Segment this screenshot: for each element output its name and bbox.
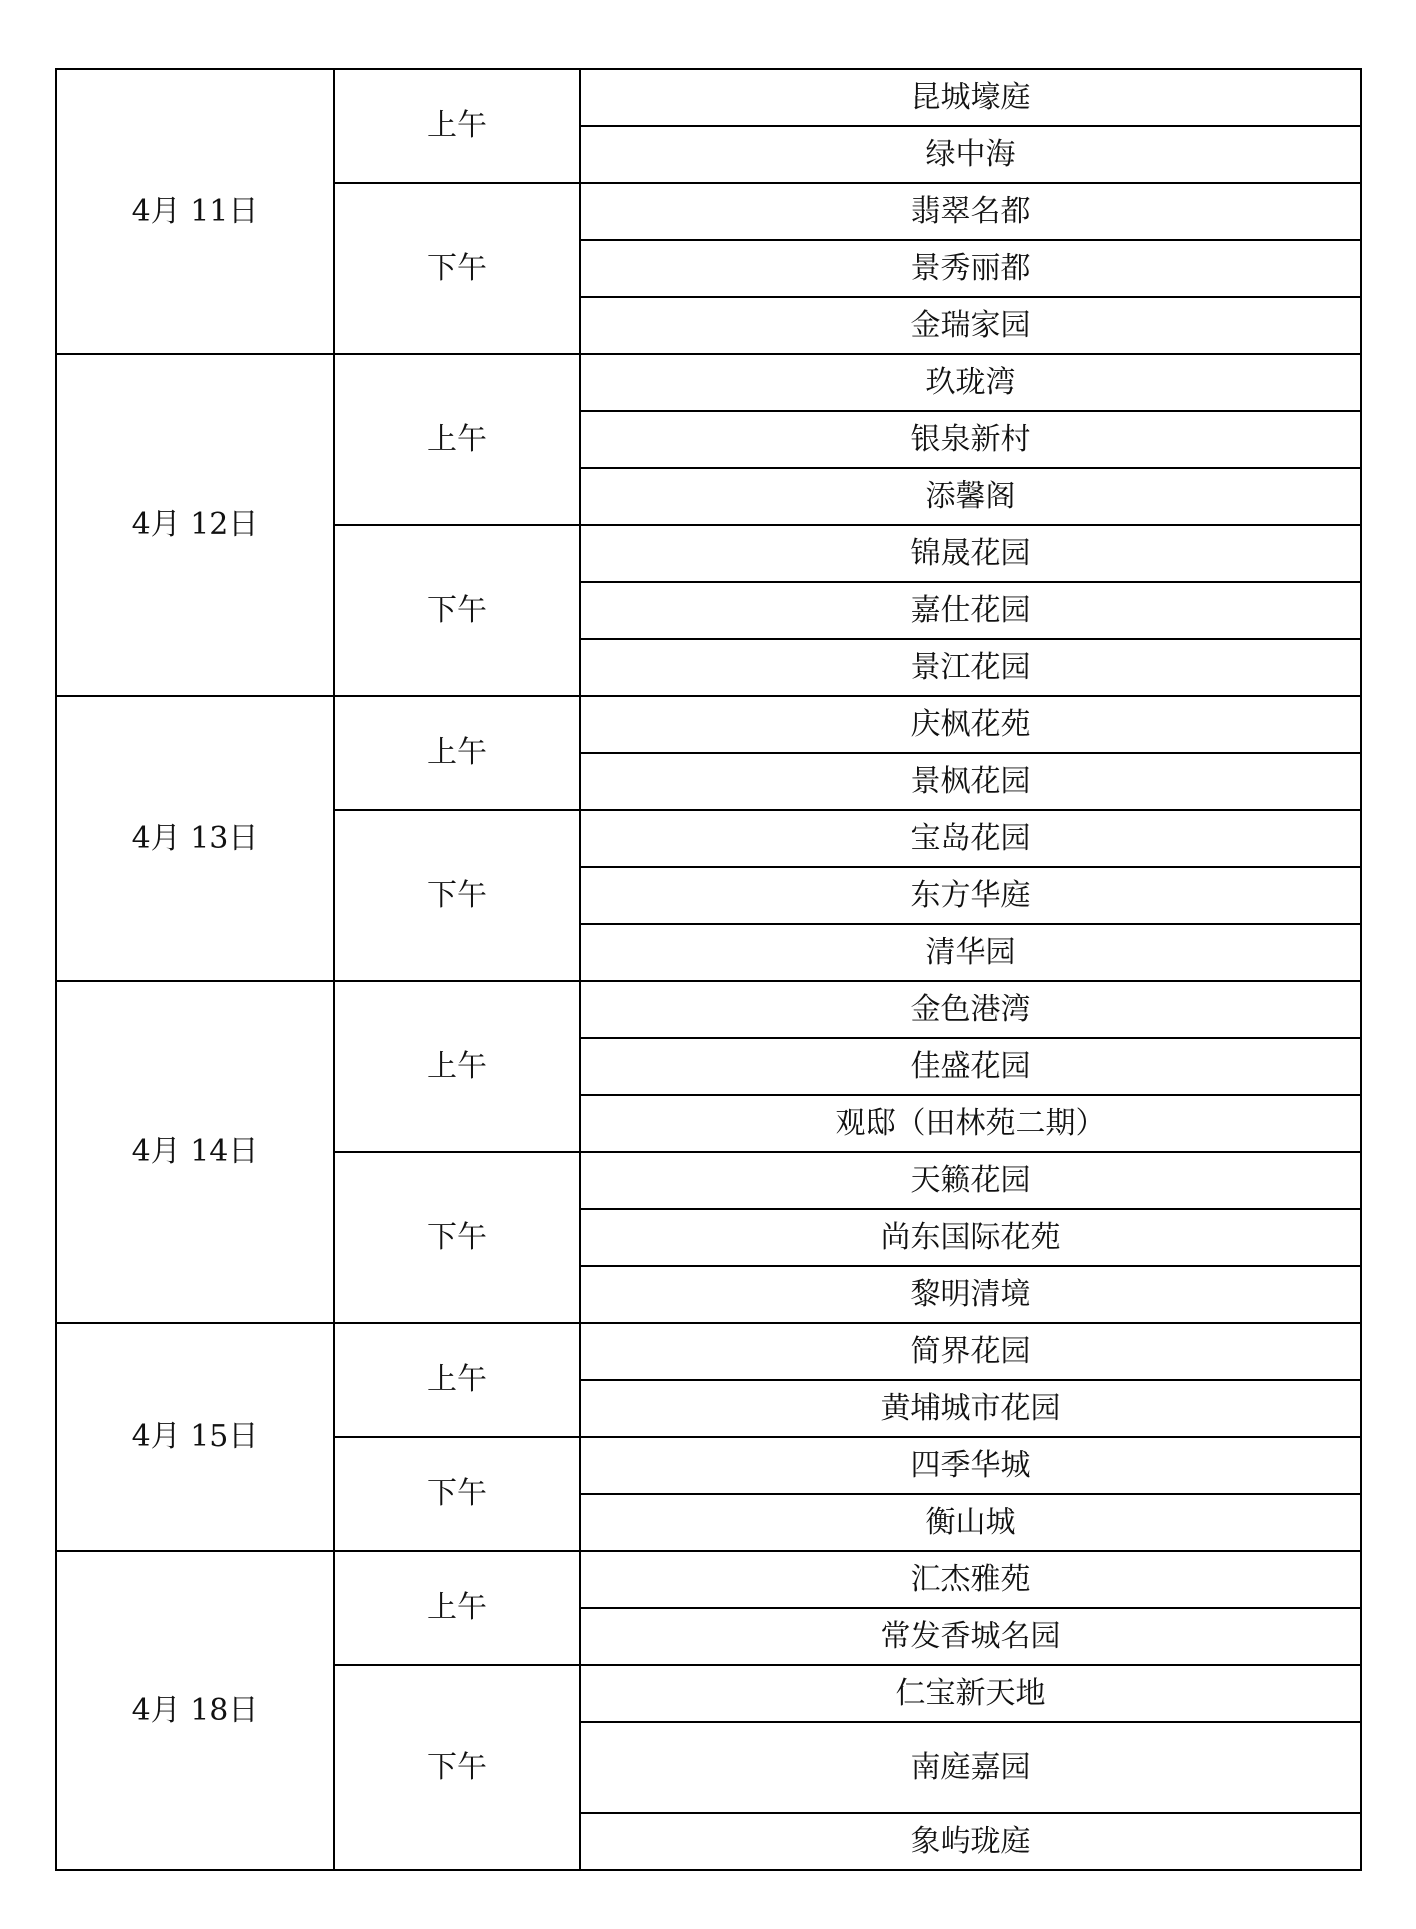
community-cell: 四季华城	[580, 1437, 1361, 1494]
community-cell: 佳盛花园	[580, 1038, 1361, 1095]
period-cell: 上午	[334, 696, 580, 810]
community-cell: 清华园	[580, 924, 1361, 981]
community-cell: 庆枫花苑	[580, 696, 1361, 753]
table-row	[56, 981, 1361, 1038]
date-cell: 4月 15日	[56, 1323, 334, 1551]
period-cell: 下午	[334, 1437, 580, 1551]
community-cell: 玖珑湾	[580, 354, 1361, 411]
community-cell: 简界花园	[580, 1323, 1361, 1380]
community-cell: 绿中海	[580, 126, 1361, 183]
community-cell: 景秀丽都	[580, 240, 1361, 297]
community-cell: 尚东国际花苑	[580, 1209, 1361, 1266]
community-cell: 天籁花园	[580, 1152, 1361, 1209]
period-cell: 上午	[334, 1323, 580, 1437]
date-cell: 4月 13日	[56, 696, 334, 981]
community-cell: 汇杰雅苑	[580, 1551, 1361, 1608]
community-cell: 翡翠名都	[580, 183, 1361, 240]
community-cell: 东方华庭	[580, 867, 1361, 924]
community-cell: 常发香城名园	[580, 1608, 1361, 1665]
period-cell: 上午	[334, 981, 580, 1152]
schedule-body	[56, 69, 1361, 1870]
period-cell: 下午	[334, 183, 580, 354]
schedule-table	[55, 68, 1362, 1871]
date-cell: 4月 12日	[56, 354, 334, 696]
community-cell: 黎明清境	[580, 1266, 1361, 1323]
period-cell: 上午	[334, 69, 580, 183]
table-row	[56, 354, 1361, 411]
community-cell: 金色港湾	[580, 981, 1361, 1038]
date-cell: 4月 14日	[56, 981, 334, 1323]
community-cell: 嘉仕花园	[580, 582, 1361, 639]
table-row	[56, 1551, 1361, 1608]
community-cell: 景枫花园	[580, 753, 1361, 810]
community-cell: 衡山城	[580, 1494, 1361, 1551]
period-cell: 下午	[334, 810, 580, 981]
community-cell: 观邸（田林苑二期）	[580, 1095, 1361, 1152]
community-cell: 银泉新村	[580, 411, 1361, 468]
period-cell: 上午	[334, 1551, 580, 1665]
community-cell: 金瑞家园	[580, 297, 1361, 354]
community-cell: 昆城壕庭	[580, 69, 1361, 126]
community-cell: 宝岛花园	[580, 810, 1361, 867]
period-cell: 下午	[334, 1665, 580, 1870]
community-cell: 仁宝新天地	[580, 1665, 1361, 1722]
table-row	[56, 69, 1361, 126]
community-cell: 南庭嘉园	[580, 1722, 1361, 1813]
date-cell: 4月 18日	[56, 1551, 334, 1870]
period-cell: 下午	[334, 525, 580, 696]
period-cell: 上午	[334, 354, 580, 525]
period-cell: 下午	[334, 1152, 580, 1323]
date-cell: 4月 11日	[56, 69, 334, 354]
table-row	[56, 1323, 1361, 1380]
community-cell: 添馨阁	[580, 468, 1361, 525]
community-cell: 景江花园	[580, 639, 1361, 696]
community-cell: 黄埔城市花园	[580, 1380, 1361, 1437]
community-cell: 象屿珑庭	[580, 1813, 1361, 1870]
community-cell: 锦晟花园	[580, 525, 1361, 582]
table-row	[56, 696, 1361, 753]
